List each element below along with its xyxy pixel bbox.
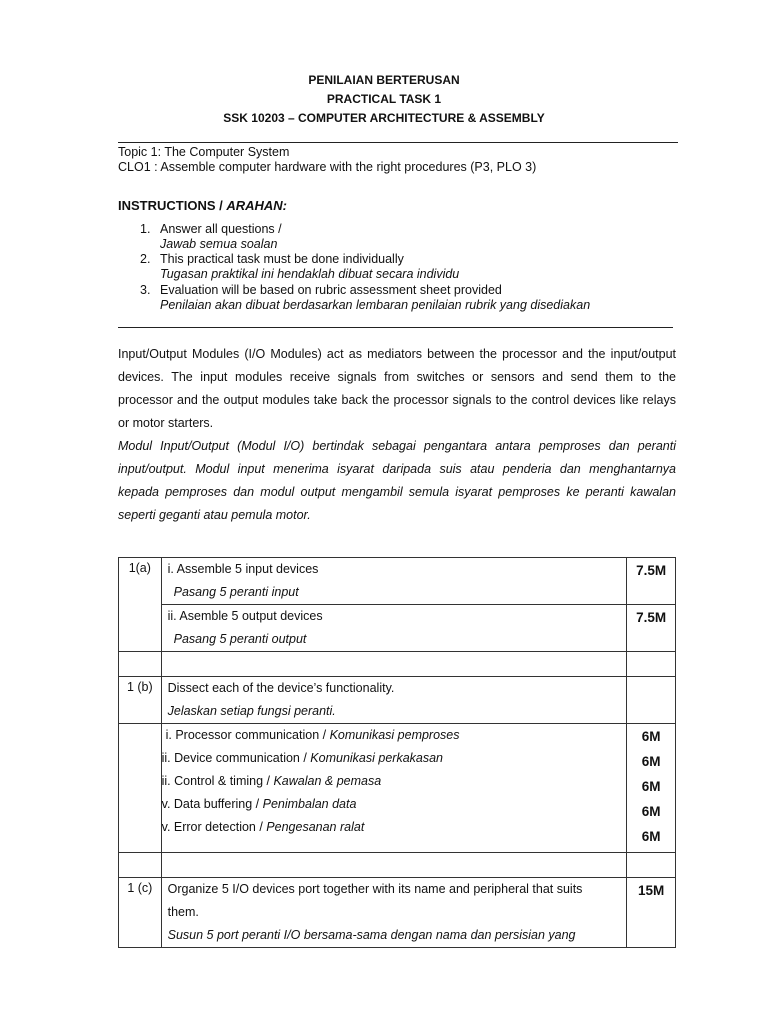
table-row — [119, 677, 676, 724]
function-item: v. Data buffering / Penimbalan data — [161, 797, 357, 811]
instruction-number: 3. — [140, 283, 151, 297]
task-my: Pasang 5 peranti output — [173, 632, 307, 646]
intro-en-line: devices. The input modules receive signals from switches or sensors and send them to the — [118, 370, 676, 384]
task-my: Pasang 5 peranti input — [173, 585, 299, 599]
question-label: 1 (b) — [119, 677, 162, 724]
task-cell — [161, 558, 627, 605]
function-item: ii. Control & timing / Kawalan & pemasa — [161, 774, 382, 788]
task-en: them. — [167, 905, 199, 919]
mark-cell: 7.5M — [627, 605, 676, 652]
doc-title-course: SSK 10203 – COMPUTER ARCHITECTURE & ASSEMBLY — [223, 111, 545, 125]
mark-cell — [627, 677, 676, 724]
table-row — [119, 558, 676, 605]
function-item: v. Error detection / Pengesanan ralat — [161, 820, 365, 834]
instruction-my: Tugasan praktikal ini hendaklah dibuat secara individu — [160, 267, 460, 281]
question-label: 1 (c) — [119, 878, 162, 948]
task-en: i. Assemble 5 input devices — [167, 562, 319, 576]
doc-title-task: PRACTICAL TASK 1 — [326, 92, 442, 106]
function-item: ii. Device communication / Komunikasi perkakasan — [161, 751, 444, 765]
question-label: 1(a) — [119, 558, 162, 652]
instructions-heading-my: ARAHAN: — [226, 198, 288, 213]
task-my: Jelaskan setiap fungsi peranti. — [167, 704, 336, 718]
intro-en-line: Input/Output Modules (I/O Modules) act as mediators between the processor and the input/output — [118, 347, 676, 361]
intro-en-line: processor and the output modules take back the processor signals to the control devices like relays — [118, 393, 676, 407]
function-item: i. Processor communication / Komunikasi pemproses — [165, 728, 460, 742]
table-row — [119, 605, 676, 652]
instructions-divider — [118, 327, 673, 328]
intro-my-line: Modul Input/Output (Modul I/O) bertindak sebagai pengantara antara pemproses dan peranti — [118, 439, 676, 453]
table-spacer-row — [119, 853, 676, 878]
instructions-heading-en: INSTRUCTIONS / — [118, 198, 227, 213]
clo-line: CLO1 : Assemble computer hardware with the right procedures (P3, PLO 3) — [118, 160, 537, 174]
instruction-my: Penilaian akan dibuat berdasarkan lembaran penilaian rubrik yang disediakan — [160, 298, 591, 312]
instruction-my: Jawab semua soalan — [160, 237, 278, 251]
intro-paragraph-en — [118, 343, 676, 435]
instruction-number: 1. — [140, 222, 151, 236]
task-cell — [161, 878, 627, 948]
mark-cell: 6M 6M 6M 6M 6M — [627, 724, 676, 853]
table-spacer-row — [119, 652, 676, 677]
table-row — [119, 878, 676, 948]
doc-title-assessment: PENILAIAN BERTERUSAN — [308, 73, 460, 87]
task-cell — [161, 677, 627, 724]
instructions-heading — [118, 198, 287, 213]
intro-my-line: kepada pemproses dan modul output mengambil semula isyarat pemproses ke peranti kawalan — [118, 485, 676, 499]
instruction-number: 2. — [140, 252, 151, 266]
instruction-en: Evaluation will be based on rubric assessment sheet provided — [160, 283, 502, 297]
mark-cell: 15M — [627, 878, 676, 948]
task-my: Susun 5 port peranti I/O bersama-sama dengan nama dan persisian yang — [167, 928, 576, 942]
task-en: Organize 5 I/O devices port together with its name and peripheral that suits — [167, 882, 583, 896]
header-divider — [118, 142, 678, 143]
task-en: ii. Asemble 5 output devices — [167, 609, 323, 623]
mark-cell: 7.5M — [627, 558, 676, 605]
task-cell — [161, 605, 627, 652]
intro-my-line: input/output. Modul input menerima isyarat daripada suis atau penderia dan menghantarnya — [118, 462, 676, 476]
function-list — [161, 724, 627, 853]
intro-en-line: or motor starters. — [118, 416, 214, 430]
task-table — [118, 557, 676, 948]
intro-my-line: seperti geganti atau pemula motor. — [118, 508, 311, 522]
topic-line: Topic 1: The Computer System — [118, 145, 290, 159]
intro-paragraph-my — [118, 435, 676, 527]
table-row — [119, 724, 676, 853]
instruction-en: Answer all questions / — [160, 222, 282, 236]
instruction-en: This practical task must be done individually — [160, 252, 404, 266]
task-en: Dissect each of the device’s functionality. — [167, 681, 395, 695]
